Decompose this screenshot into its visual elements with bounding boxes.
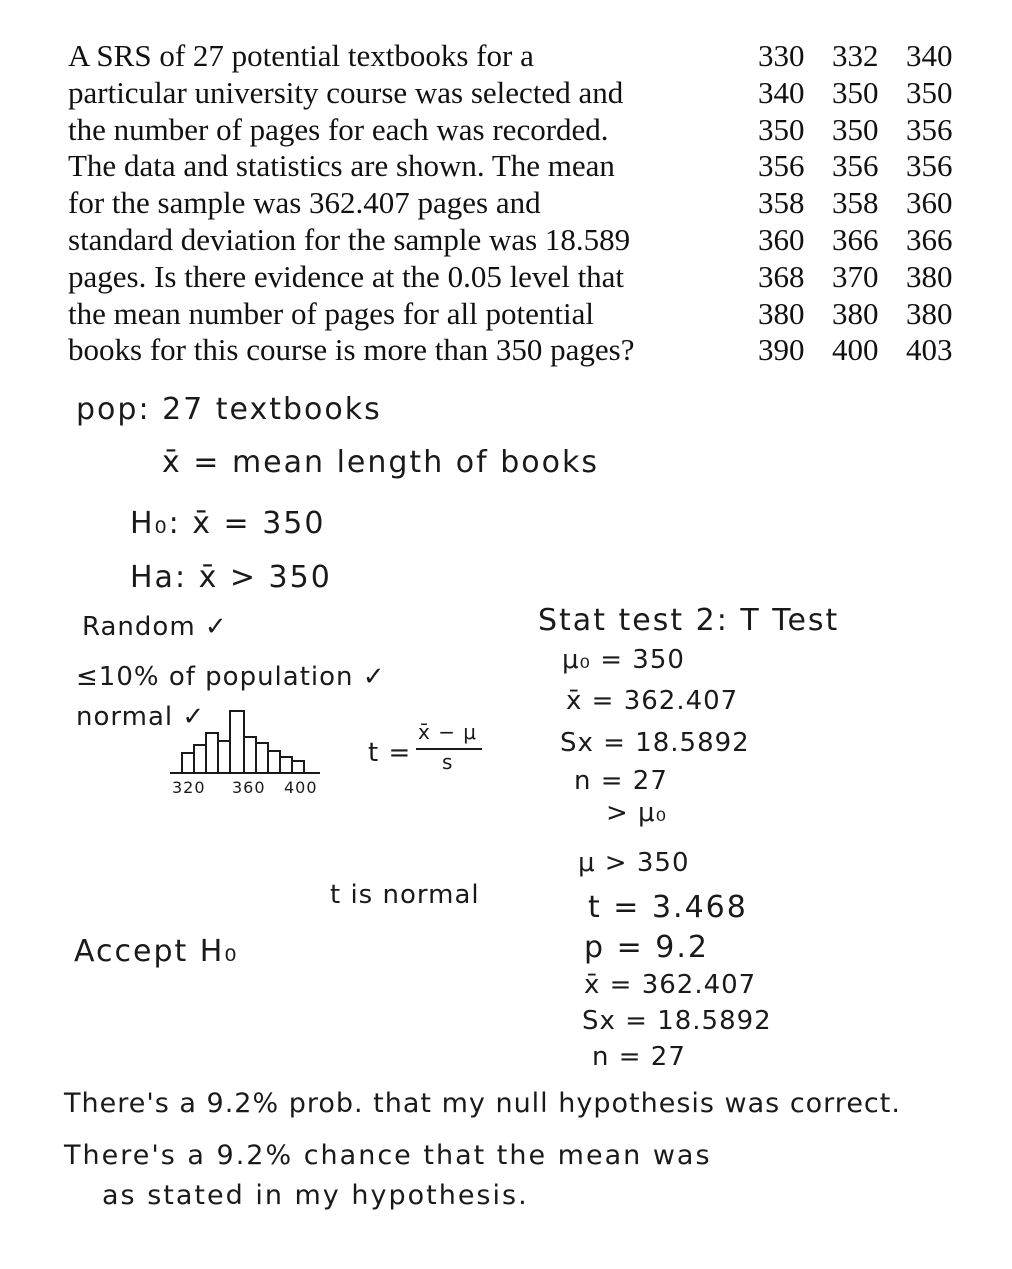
conclusion-line-2: There's a 9.2% chance that the mean was	[64, 1140, 712, 1171]
sx-entry: Sx = 18.5892	[560, 728, 750, 758]
t-formula-denominator: s	[442, 750, 454, 774]
mu0-entry: μ₀ = 350	[562, 645, 685, 675]
problem-line: the mean number of pages for all potential	[68, 295, 594, 331]
problem-line: the number of pages for each was recorded.	[68, 111, 609, 147]
alternative-hypothesis: Ha: x̄ > 350	[130, 560, 332, 595]
table-cell: 380	[906, 258, 953, 294]
population-note: pop: 27 textbooks	[76, 392, 382, 427]
table-cell: 350	[832, 111, 879, 147]
histogram-tick-label: 320	[172, 778, 206, 797]
problem-statement	[68, 38, 688, 369]
table-cell: 356	[906, 111, 953, 147]
problem-line: for the sample was 362.407 pages and	[68, 185, 541, 221]
table-cell: 340	[758, 74, 805, 110]
stat-test-heading: Stat test 2: T Test	[538, 603, 840, 638]
table-row	[758, 296, 980, 333]
table-cell: 332	[832, 38, 879, 73]
problem-line: The data and statistics are shown. The mean	[68, 148, 615, 184]
table-cell: 400	[832, 332, 879, 368]
result-sx: Sx = 18.5892	[582, 1006, 772, 1036]
table-cell: 403	[906, 332, 953, 368]
table-cell: 356	[906, 148, 953, 184]
histogram-bar	[218, 741, 230, 773]
table-row	[758, 75, 980, 112]
table-cell: 358	[832, 185, 879, 221]
table-cell: 350	[758, 111, 805, 147]
histogram-bar	[292, 761, 304, 773]
xbar-entry: x̄ = 362.407	[566, 686, 739, 716]
table-row	[758, 259, 980, 296]
histogram-tick-label: 360	[232, 778, 266, 797]
problem-line: A SRS of 27 potential textbooks for a	[68, 38, 534, 73]
result-n: n = 27	[592, 1042, 686, 1072]
sketch-histogram	[170, 703, 330, 775]
table-cell: 368	[758, 258, 805, 294]
table-cell: 356	[832, 148, 879, 184]
condition-normal: normal ✓	[76, 702, 206, 732]
xbar-definition: x̄ = mean length of books	[162, 445, 599, 480]
table-cell: 360	[906, 185, 953, 221]
table-cell: 360	[758, 221, 805, 257]
page-count-data-table	[758, 38, 980, 369]
table-row	[758, 185, 980, 222]
histogram-bar	[206, 733, 218, 773]
result-t-value: t = 3.468	[588, 890, 748, 925]
table-cell: 330	[758, 38, 805, 73]
histogram-tick-label: 400	[284, 778, 318, 797]
table-cell: 350	[906, 74, 953, 110]
histogram-bar	[280, 757, 292, 773]
table-row	[758, 38, 980, 75]
condition-ten-percent: ≤10% of population ✓	[76, 662, 386, 692]
problem-line: particular university course was selected and	[68, 74, 624, 110]
conclusion-line-3: as stated in my hypothesis.	[102, 1180, 529, 1211]
table-row	[758, 222, 980, 259]
histogram-bar	[268, 751, 280, 773]
result-xbar: x̄ = 362.407	[584, 970, 757, 1000]
table-cell: 358	[758, 185, 805, 221]
table-cell: 366	[832, 221, 879, 257]
histogram-bar	[244, 737, 256, 773]
conclusion-line-1: There's a 9.2% prob. that my null hypothesis was correct.	[64, 1088, 901, 1119]
table-cell: 350	[832, 74, 879, 110]
table-cell: 380	[906, 295, 953, 331]
accept-h0-note: Accept H₀	[74, 934, 239, 969]
table-row	[758, 112, 980, 149]
table-cell: 380	[758, 295, 805, 331]
null-hypothesis: H₀: x̄ = 350	[130, 506, 326, 541]
table-row	[758, 332, 980, 369]
n-entry: n = 27	[574, 766, 668, 796]
histogram-bar	[194, 745, 206, 773]
condition-random: Random ✓	[82, 612, 228, 642]
table-cell: 390	[758, 332, 805, 368]
problem-line: pages. Is there evidence at the 0.05 level that	[68, 258, 625, 294]
t-formula-numerator: x̄ − μ	[418, 720, 478, 744]
problem-line: books for this course is more than 350 pages?	[68, 332, 635, 368]
problem-line: standard deviation for the sample was 18.589	[68, 221, 631, 257]
t-formula-lhs: t =	[368, 738, 412, 768]
table-cell: 370	[832, 258, 879, 294]
t-normal-note: t is normal	[330, 880, 480, 910]
table-row	[758, 148, 980, 185]
table-cell: 356	[758, 148, 805, 184]
result-p-value: p = 9.2	[584, 930, 709, 965]
result-alternative: μ > 350	[578, 848, 690, 878]
alternative-entry: > μ₀	[606, 798, 668, 828]
histogram-bar	[182, 753, 194, 773]
histogram-bar	[256, 743, 268, 773]
histogram-bar	[230, 711, 244, 773]
table-cell: 340	[906, 38, 953, 73]
table-cell: 366	[906, 221, 953, 257]
table-cell: 380	[832, 295, 879, 331]
